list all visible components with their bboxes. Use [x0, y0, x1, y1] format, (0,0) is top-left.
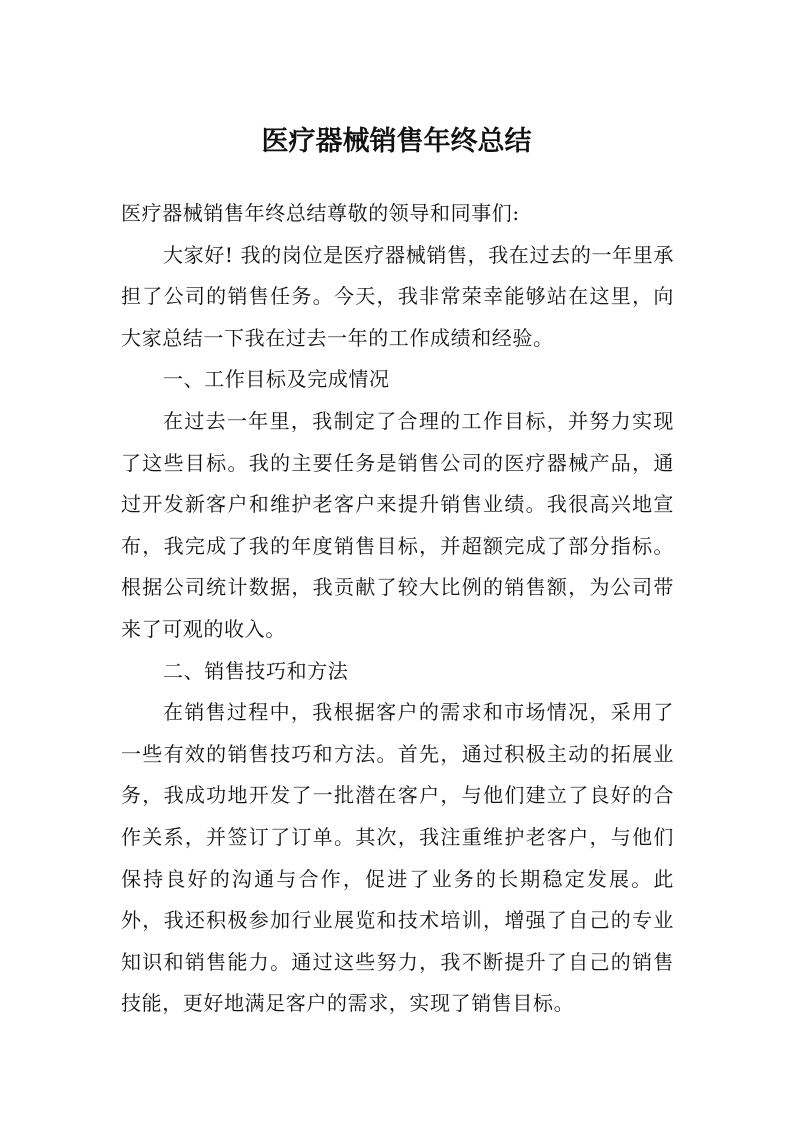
- section-heading-1: 一、工作目标及完成情况: [163, 367, 390, 392]
- body-paragraph-2: 在销售过程中，我根据客户的需求和市场情况，采用了一些有效的销售技巧和方法。首先，通过积极主动的拓展业务，我成功地开发了一批潜在客户，与他们建立了良好的合作关系，并签订了订单。其次，我注重维护老客户，与他们保持良好的沟通与合作，促进了业务的长期稳定发展。此外，我还积极参加行业展览和技术培训，增强了自己的专业知识和销售能力。通过这些努力，我不断提升了自己的销售技能，更好地满足客户的需求，实现了销售目标。: [121, 700, 674, 1016]
- salutation-paragraph: 医疗器械销售年终总结尊敬的领导和同事们:: [121, 201, 520, 225]
- body-paragraph-1: 在过去一年里，我制定了合理的工作目标，并努力实现了这些目标。我的主要任务是销售公司的医疗器械产品，通过开发新客户和维护老客户来提升销售业绩。我很高兴地宣布，我完成了我的年度销售目标，并超额完成了部分指标。根据公司统计数据，我贡献了较大比例的销售额，为公司带来了可观的收入。: [121, 408, 674, 641]
- greeting-paragraph: 大家好! 我的岗位是医疗器械销售，我在过去的一年里承担了公司的销售任务。今天，我非常荣幸能够站在这里，向大家总结一下我在过去一年的工作成绩和经验。: [121, 242, 674, 350]
- document-body: [121, 193, 674, 1025]
- section-heading-2: 二、销售技巧和方法: [163, 658, 349, 683]
- document-title: 医疗器械销售年终总结: [261, 126, 532, 157]
